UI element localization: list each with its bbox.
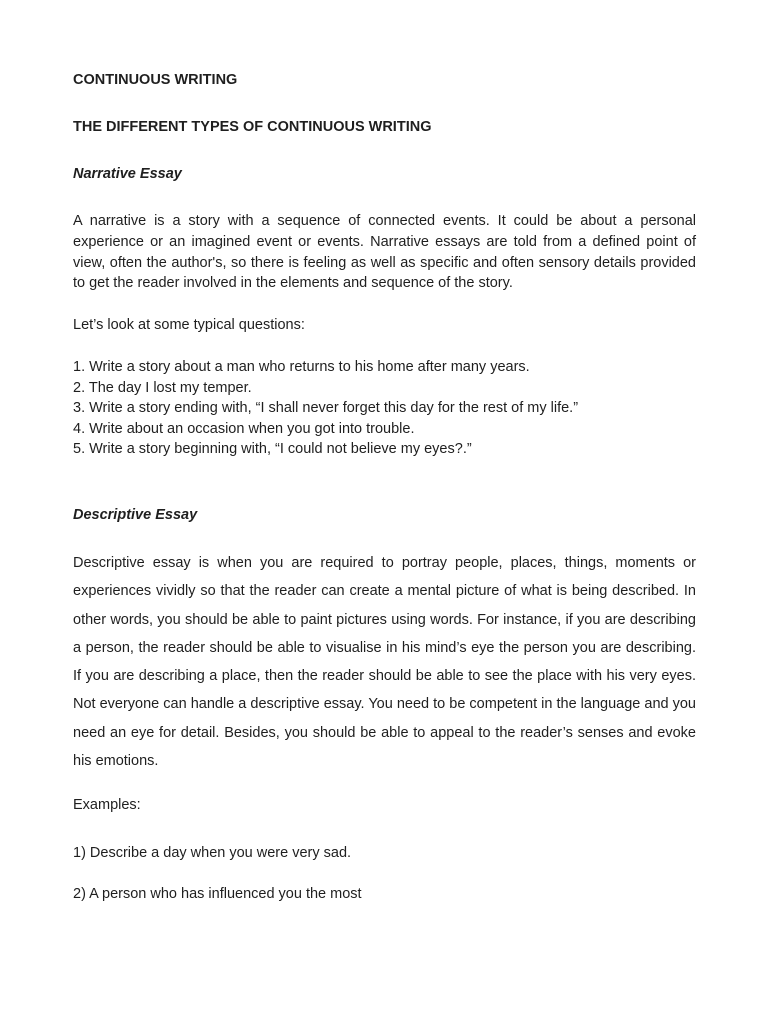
document-subtitle: THE DIFFERENT TYPES OF CONTINUOUS WRITING [73, 119, 432, 135]
narrative-essay-heading: Narrative Essay [73, 166, 182, 182]
descriptive-essay-paragraph: Descriptive essay is when you are required to portray people, places, things, moments or experiences vividly so that the reader can create a mental picture of what is being described. In other words, you should be able to paint pictures using words. For instance, if you are describing a person, the reader should be able to visualise in his mind’s eye the person you are describing. If you are describing a place, then the reader should be able to see the place with his very eyes. Not everyone can handle a descriptive essay. You need to be competent in the language and you need an eye for detail. Besides, you should be able to appeal to the reader’s senses and evoke his emotions. [73, 555, 696, 770]
descriptive-examples-label: Examples: [73, 797, 141, 813]
narrative-essay-paragraph: A narrative is a story with a sequence of connected events. It could be about a personal experience or an imagined event or events. Narrative essays are told from a defined point of view, often the author's, so there is feeling as well as specific and often sensory details provided to get the reader involved in the elements and sequence of the story. [73, 213, 696, 292]
descriptive-essay-heading: Descriptive Essay [73, 507, 198, 523]
list-item: 4. Write about an occasion when you got into trouble. [73, 420, 415, 437]
list-item: 2. The day I lost my temper. [73, 379, 252, 396]
narrative-questions-intro: Let’s look at some typical questions: [73, 317, 305, 333]
narrative-questions-list [73, 357, 578, 460]
document-title: CONTINUOUS WRITING [73, 72, 238, 88]
descriptive-example-item: 2) A person who has influenced you the most [73, 886, 362, 902]
list-item: 1. Write a story about a man who returns to his home after many years. [73, 359, 530, 375]
list-item: 5. Write a story beginning with, “I could not believe my eyes?.” [73, 441, 472, 457]
descriptive-example-item: 1) Describe a day when you were very sad. [73, 845, 352, 861]
list-item: 3. Write a story ending with, “I shall never forget this day for the rest of my life.” [73, 400, 579, 416]
